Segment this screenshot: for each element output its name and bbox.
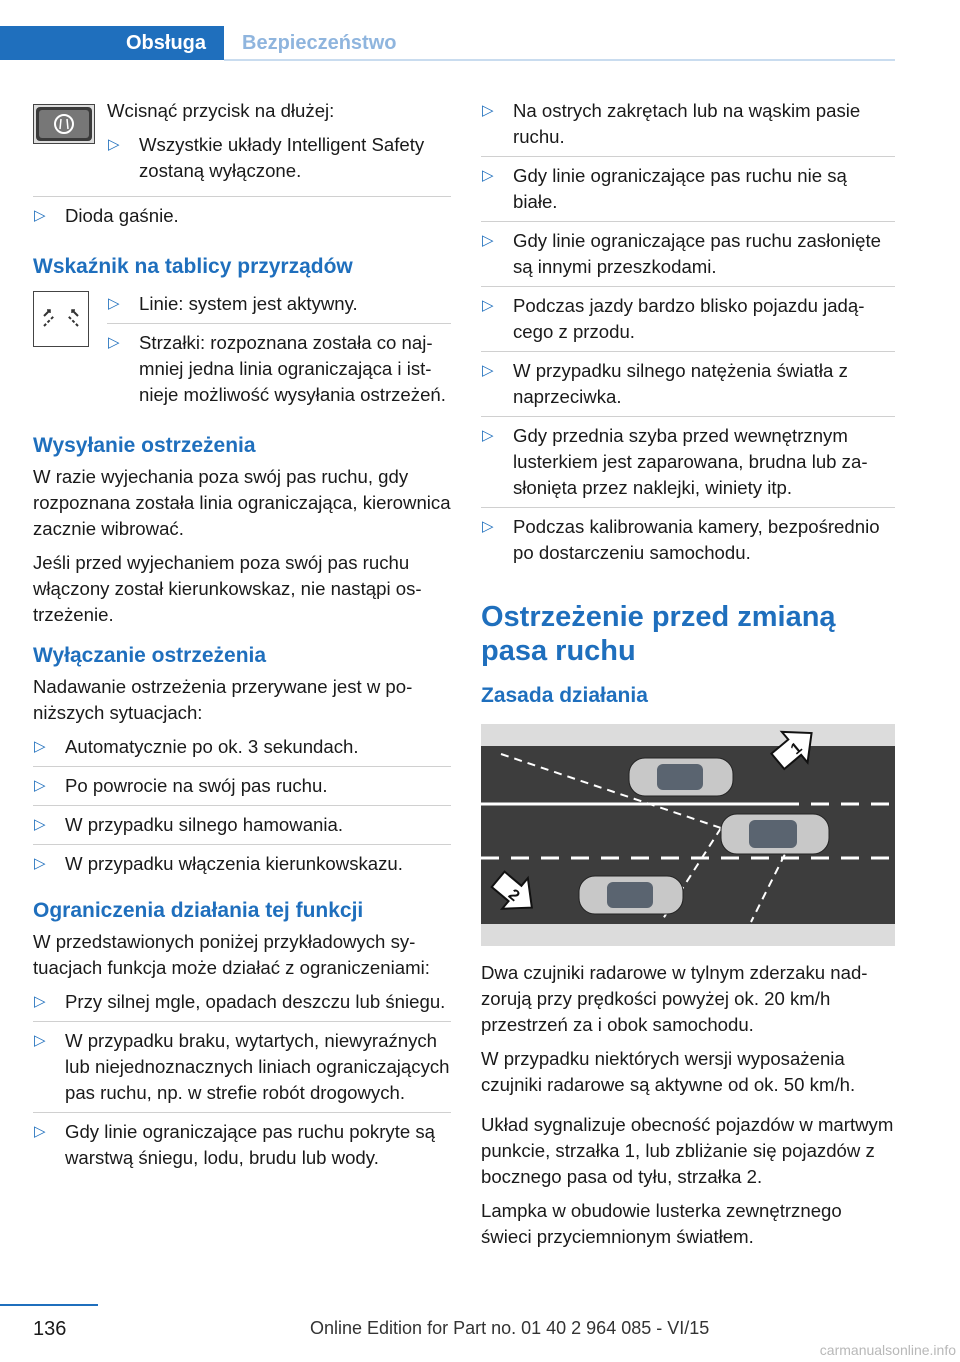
list-item	[33, 851, 451, 883]
page-number: 136	[33, 1318, 67, 1340]
principle-heading: Zasada działania	[481, 684, 648, 707]
signal-paragraph: Układ sygnalizuje obecność pojazdów w martwym punkcie, strzałka 1, lub zbliżanie się pojazdów z bocznego pasa od tyłu, strzałka 2.	[481, 1114, 894, 1187]
limits-paragraph: W przedstawionych poniżej przykładowych sytuacjach funkcja może działać z ograniczeniami:	[33, 931, 430, 978]
header-rule	[224, 59, 895, 61]
bullet-triangle-icon: ▷	[34, 993, 46, 1010]
arrow-label-2: 2	[504, 886, 523, 906]
warn-paragraph-2: Jeśli przed wyjechaniem poza swój pas ruchu włączony został kierunkowskaz, nie nastąpi ostrzeżenie.	[33, 552, 422, 625]
bullet-triangle-icon: ▷	[108, 295, 120, 312]
list-item	[481, 358, 895, 417]
list-item-text: Gdy linie ograniczające pas ruchu pokryte są warstwą śniegu, lodu, brudu lub wody.	[65, 1121, 436, 1168]
diode-list	[33, 196, 451, 235]
bullet-triangle-icon: ▷	[482, 297, 494, 314]
bullet-triangle-icon: ▷	[108, 136, 120, 153]
list-item	[107, 330, 451, 414]
watermark: carmanualsonline.info	[819, 1342, 956, 1358]
section-title: Ostrzeżenie przed zmianą pasa ruchu	[481, 601, 836, 667]
list-item-text: Linie: system jest aktywny.	[139, 293, 358, 314]
list-item-text: Przy silnej mgle, opadach deszczu lub śniegu.	[65, 991, 446, 1012]
bullet-triangle-icon: ▷	[482, 362, 494, 379]
list-item	[481, 98, 895, 157]
footer-rule	[0, 1304, 98, 1306]
list-item-text: W przypadku silnego hamowania.	[65, 814, 344, 835]
bullet-triangle-icon: ▷	[482, 167, 494, 184]
list-item	[107, 132, 451, 190]
indicator-heading: Wskaźnik na tablicy przyrządów	[33, 255, 353, 278]
limits-heading: Ograniczenia działania tej funkcji	[33, 899, 364, 922]
lane-change-figure	[481, 724, 895, 946]
conditions-list	[481, 98, 895, 572]
list-item-text: Podczas jazdy bardzo blisko pojazdu jadącego z przodu.	[513, 295, 865, 342]
bullet-triangle-icon: ▷	[34, 1032, 46, 1049]
lamp-paragraph: Lampka w obudowie lusterka zewnętrznego świeci przyciemnionym światłem.	[481, 1200, 842, 1247]
list-item	[33, 1028, 451, 1113]
intro-list	[107, 132, 451, 190]
arrow-label-1: 1	[787, 739, 806, 759]
off-heading: Wyłączanie ostrzeżenia	[33, 644, 267, 667]
bullet-triangle-icon: ▷	[34, 1123, 46, 1140]
bullet-triangle-icon: ▷	[34, 207, 46, 224]
list-item	[481, 163, 895, 222]
off-list	[33, 734, 451, 883]
lane-button-icon	[33, 104, 95, 144]
right-column	[481, 98, 895, 1258]
bullet-triangle-icon: ▷	[34, 777, 46, 794]
list-item	[33, 812, 451, 845]
warn-heading: Wysyłanie ostrzeżenia	[33, 434, 256, 457]
left-column	[33, 98, 451, 1183]
list-item	[481, 514, 895, 572]
off-paragraph: Nadawanie ostrzeżenia przerywane jest w poniższych sytuacjach:	[33, 676, 413, 723]
list-item-text: W przypadku włączenia kierunkowskazu.	[65, 853, 403, 874]
indicator-list	[107, 291, 451, 414]
tab-obsluga-label: Obsługa	[125, 31, 206, 54]
list-item-text: W przypadku braku, wytartych, niewyraźnych lub niejednoznacznych liniach ograniczających pas ruchu, np. w strefie robót drogowych.	[65, 1030, 450, 1103]
list-item	[481, 423, 895, 508]
list-item-text: W przypadku silnego natężenia światła z naprzeciwka.	[513, 360, 848, 407]
list-item	[481, 293, 895, 352]
bullet-triangle-icon: ▷	[482, 232, 494, 249]
list-item-text: Gdy przednia szyba przed wewnętrznym lusterkiem jest zaparowana, brudna lub zasłonięta przez naklejki, winiety itp.	[513, 425, 868, 498]
list-item-text: Gdy linie ograniczające pas ruchu zasłonięte są innymi przeszkodami.	[513, 230, 881, 277]
list-item	[481, 228, 895, 287]
bullet-triangle-icon: ▷	[34, 738, 46, 755]
bullet-triangle-icon: ▷	[34, 855, 46, 872]
list-item-text: Na ostrych zakrętach lub na wąskim pasie ruchu.	[513, 100, 861, 147]
list-item	[33, 734, 451, 767]
list-item-text: Wszystkie układy Intelligent Safety zostaną wyłączone.	[139, 134, 425, 181]
warn-paragraph-1: W razie wyjechania poza swój pas ruchu, gdy rozpoznana została linia ograniczająca, kierownica zacznie wibrować.	[33, 466, 451, 539]
list-item	[33, 989, 451, 1022]
bullet-triangle-icon: ▷	[108, 334, 120, 351]
list-item	[33, 203, 451, 235]
list-item	[33, 1119, 451, 1177]
bullet-triangle-icon: ▷	[482, 518, 494, 535]
list-item-text: Gdy linie ograniczające pas ruchu nie są białe.	[513, 165, 847, 212]
tab-bezpieczenstwo[interactable]	[224, 26, 396, 60]
list-item	[107, 291, 451, 324]
bullet-triangle-icon: ▷	[482, 102, 494, 119]
edition-footer: Online Edition for Part no. 01 40 2 964 085 - VI/15	[310, 1318, 710, 1338]
button-instruction	[33, 98, 451, 190]
list-item-text: Strzałki: rozpoznana została co najmniej jedna linia ograniczająca i istnieje możliwość wysyłania ostrzeżeń.	[139, 332, 446, 405]
car-icon	[721, 814, 829, 854]
bullet-triangle-icon: ▷	[482, 427, 494, 444]
tab-bezpieczenstwo-label: Bezpieczeństwo	[242, 31, 397, 54]
list-item-text: Po powrocie na swój pas ruchu.	[65, 775, 328, 796]
intro-text: Wcisnąć przycisk na dłużej:	[107, 100, 335, 121]
bullet-triangle-icon: ▷	[34, 816, 46, 833]
car-icon	[579, 876, 683, 914]
indicator-block	[33, 291, 451, 414]
car-icon	[629, 758, 733, 796]
tab-obsluga[interactable]	[0, 26, 224, 60]
lane-indicator-icon	[33, 291, 89, 347]
list-item-text: Automatycznie po ok. 3 sekundach.	[65, 736, 359, 757]
header-bar	[0, 0, 960, 62]
radar-paragraph-1: Dwa czujniki radarowe w tylnym zderzaku nadzorują przy prędkości powyżej ok. 20 km/h przestrzeń za i obok samochodu.	[481, 962, 868, 1035]
radar-paragraph-2: W przypadku niektórych wersji wyposażenia czujniki radarowe są aktywne od ok. 50 km/h.	[481, 1048, 856, 1095]
limits-list	[33, 989, 451, 1177]
list-item	[33, 773, 451, 806]
list-item-text: Podczas kalibrowania kamery, bezpośrednio po dostarczeniu samochodu.	[513, 516, 880, 563]
list-item-text: Dioda gaśnie.	[65, 205, 179, 226]
